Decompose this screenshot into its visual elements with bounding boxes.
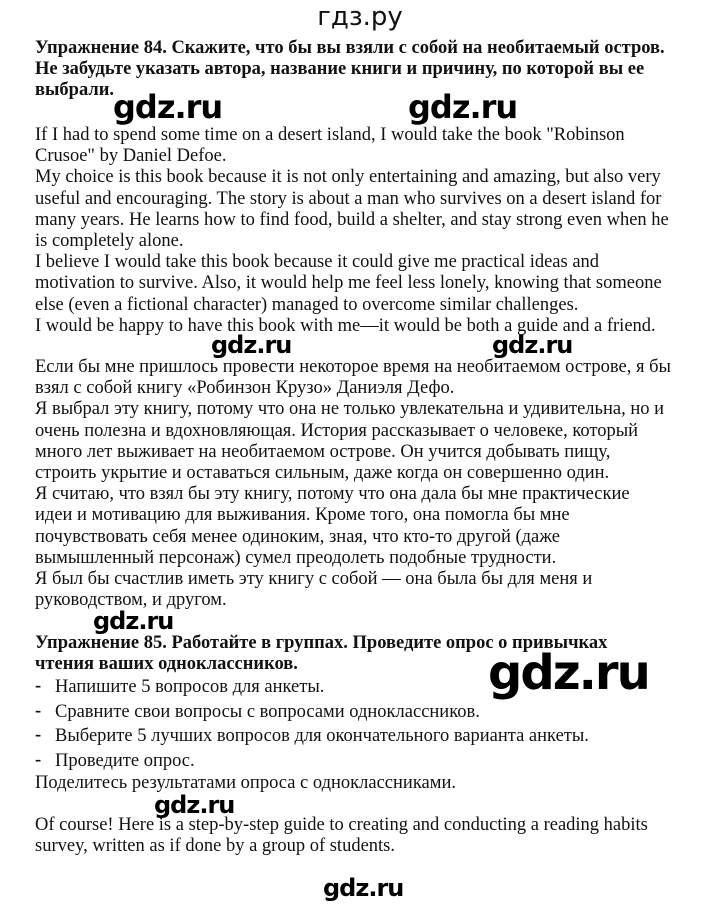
dash-bullet-icon: - (35, 725, 42, 745)
exercise-85-title-line: Упражнение 85. Работайте в группах. Проведите опрос о привычках (35, 633, 608, 653)
watermark-logo: gdz.ru (93, 607, 174, 635)
answer-line: is completely alone. (35, 231, 184, 252)
task-list-item (35, 702, 695, 727)
watermark-logo: gdz.ru (323, 874, 404, 902)
closing-instruction: Поделитесь результатами опроса с одноклассниками. (35, 772, 456, 793)
answer-line: I believe I would take this book because it could give me practical ideas and (35, 252, 600, 273)
answer-line: Crusoe" by Daniel Defoe. (35, 146, 227, 167)
dash-bullet-icon: - (35, 676, 42, 696)
task-text: Выберите 5 лучших вопросов для окончательного варианта анкеты. (55, 726, 589, 746)
dash-bullet-icon: - (35, 700, 42, 721)
watermark-logo: gdz.ru (488, 645, 649, 701)
translation-line: руководством, и другом. (35, 590, 227, 611)
answer-line: I would be happy to have this book with me—it would be both a guide and a friend. (35, 315, 656, 336)
exercise-84-russian-translation (35, 357, 695, 611)
translation-line: взял с собой книгу «Робинзон Крузо» Даниэля Дефо. (35, 378, 455, 399)
translation-line: очень полезна и вдохновляющая. История рассказывает о человеке, который (35, 420, 639, 441)
watermark-logo: gdz.ru (408, 88, 518, 126)
answer-line: Of course! Here is a step-by-step guide to creating and conducting a reading habits (35, 815, 648, 835)
answer-line: else (even a fictional character) managed to overcome similar challenges. (35, 294, 579, 315)
answer-line: My choice is this book because it is not only entertaining and amazing, but also very (35, 167, 661, 188)
task-list-item (35, 726, 695, 751)
translation-line: почувствовать себя менее одиноким, зная, что кто-то другой (даже (35, 526, 561, 547)
task-list-item (35, 751, 695, 773)
site-logo: гдз.ру (317, 2, 403, 32)
task-text: Напишите 5 вопросов для анкеты. (55, 677, 325, 697)
watermark-logo: gdz.ru (113, 88, 223, 126)
exercise-84-title-line: выбрали. (35, 80, 115, 101)
translation-line: строить укрытие и оставаться сильным, даже когда он совершенно один. (35, 463, 610, 484)
exercise-85-answer (35, 815, 695, 857)
answer-line: If I had to spend some time on a desert island, I would take the book "Robinson (35, 125, 625, 145)
translation-line: Если бы мне пришлось провести некоторое время на необитаемом острове, я бы (35, 357, 671, 377)
watermark-logo: gdz.ru (211, 331, 292, 359)
translation-line: идеи и мотивацию для выживания. Кроме того, она помогла бы мне (35, 505, 570, 526)
translation-line: много лет выживает на необитаемом острове. Он учится добывать пищу, (35, 441, 611, 462)
answer-line: motivation to survive. Also, it would help me feel less lonely, knowing that someone (35, 273, 662, 294)
answer-line: many years. He learns how to find food, build a shelter, and stay strong even when he (35, 209, 669, 230)
exercise-84-english-answer (35, 125, 695, 337)
task-text: Проведите опрос. (55, 750, 195, 771)
exercise-84-title-line: Не забудьте указать автора, название книги и причину, по которой вы ее (35, 59, 645, 80)
dash-bullet-icon: - (35, 749, 42, 770)
translation-line: вымышленный персонаж) сумел преодолеть подобные трудности. (35, 547, 557, 568)
exercise-84-title-line: Упражнение 84. Скажите, что бы вы взяли с собой на необитаемый остров. (35, 38, 665, 58)
translation-line: Я был бы счастлив иметь эту книгу с собой — она была бы для меня и (35, 569, 593, 590)
watermark-logo: gdz.ru (492, 331, 573, 359)
translation-line: Я считаю, что взял бы эту книгу, потому что она дала бы мне практические (35, 484, 630, 505)
watermark-logo: gdz.ru (154, 791, 235, 819)
task-text: Сравните свои вопросы с вопросами одноклассников. (55, 701, 480, 722)
translation-line: Я выбрал эту книгу, потому что она не только увлекательна и удивительна, но и (35, 399, 664, 420)
answer-line: survey, written as if done by a group of students. (35, 836, 395, 857)
answer-line: useful and encouraging. The story is about a man who survives on a desert island for (35, 188, 662, 209)
exercise-85-title-line: чтения ваших одноклассников. (35, 654, 298, 675)
